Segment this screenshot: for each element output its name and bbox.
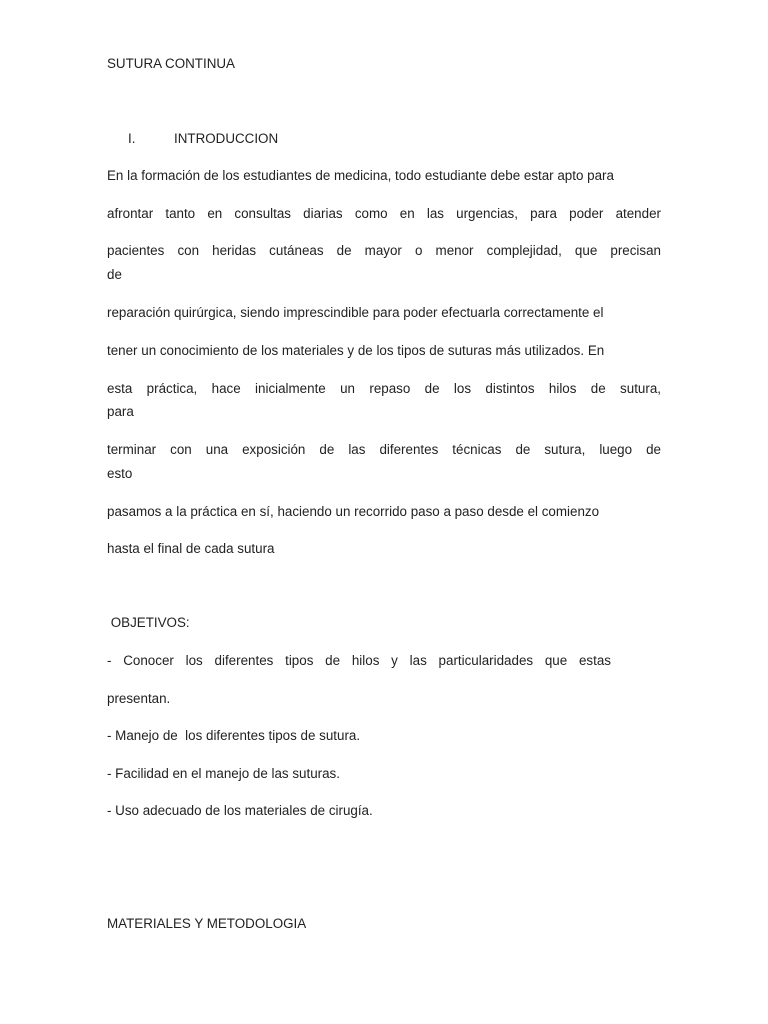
intro-line: terminar con una exposición de las diferentes técnicas de sutura, luego de: [107, 442, 661, 457]
intro-line: hasta el final de cada sutura: [107, 541, 275, 556]
intro-heading-number: I.: [128, 131, 136, 146]
intro-line: para: [107, 404, 134, 419]
objective-line: - Uso adecuado de los materiales de cirugía.: [107, 803, 373, 818]
objective-line: - Conocer los diferentes tipos de hilos y las particularidades que estas: [107, 653, 611, 668]
intro-line: reparación quirúrgica, siendo imprescindible para poder efectuarla correctamente el: [107, 305, 604, 320]
document-title: SUTURA CONTINUA: [107, 56, 235, 71]
objectives-heading: OBJETIVOS:: [107, 615, 190, 630]
intro-line: esta práctica, hace inicialmente un repaso de los distintos hilos de sutura,: [107, 381, 661, 396]
intro-line: afrontar tanto en consultas diarias como en las urgencias, para poder atender: [107, 206, 661, 221]
objective-line: presentan.: [107, 691, 171, 706]
materials-heading: MATERIALES Y METODOLOGIA: [107, 916, 307, 931]
intro-line: tener un conocimiento de los materiales y de los tipos de suturas más utilizados. En: [107, 343, 605, 358]
objective-line: - Facilidad en el manejo de las suturas.: [107, 766, 340, 781]
intro-line: esto: [107, 466, 133, 481]
intro-line: pacientes con heridas cutáneas de mayor o menor complejidad, que precisan: [107, 243, 661, 258]
intro-line: En la formación de los estudiantes de medicina, todo estudiante debe estar apto para: [107, 168, 614, 183]
intro-heading-label: INTRODUCCION: [174, 131, 279, 146]
intro-line: pasamos a la práctica en sí, haciendo un recorrido paso a paso desde el comienzo: [107, 504, 600, 519]
intro-line: de: [107, 267, 122, 282]
objective-line: - Manejo de los diferentes tipos de sutura.: [107, 728, 361, 743]
